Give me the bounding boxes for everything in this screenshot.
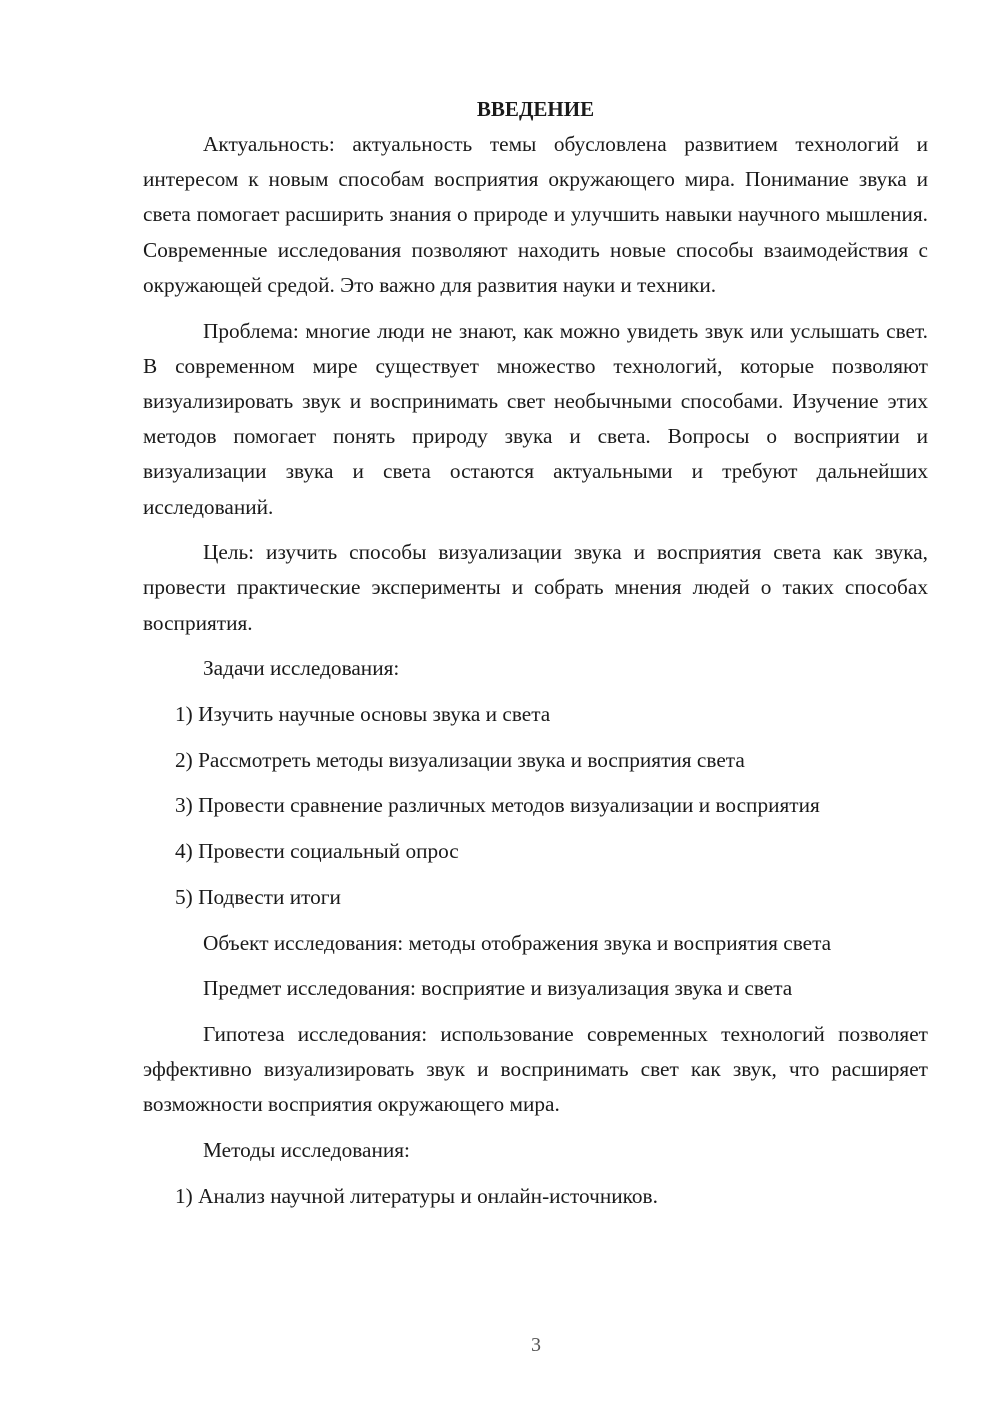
page-number: 3 xyxy=(531,1334,541,1356)
paragraph-goal: Цель: изучить способы визуализации звука и восприятия света как звука, провести практические эксперименты и собрать мнения людей о таких способах восприятия. xyxy=(143,540,928,635)
list-item: 1) Изучить научные основы звука и света xyxy=(175,702,551,727)
list-item: 1) Анализ научной литературы и онлайн-источников. xyxy=(175,1183,658,1208)
paragraph-relevance: Актуальность: актуальность темы обусловлена развитием технологий и интересом к новым способам восприятия окружающего мира. Понимание звука и света помогает расширить знания о природе и улучшить навыки научного мышления. Современные исследования позволяют находить новые способы взаимодействия с окружающей средой. Это важно для развития науки и техники. xyxy=(143,132,928,297)
methods-list xyxy=(143,1179,928,1214)
list-item: 4) Провести социальный опрос xyxy=(175,839,459,864)
list-item: 2) Рассмотреть методы визуализации звука и восприятия света xyxy=(175,747,745,772)
list-item: 3) Провести сравнение различных методов визуализации и восприятия xyxy=(175,793,820,818)
section-title: ВВЕДЕНИЕ xyxy=(476,97,595,121)
methods-heading: Методы исследования: xyxy=(203,1138,410,1163)
tasks-list xyxy=(143,697,928,915)
paragraph-object: Объект исследования: методы отображения звука и восприятия света xyxy=(203,930,832,955)
paragraph-subject: Предмет исследования: восприятие и визуализация звука и света xyxy=(203,976,793,1001)
document-page xyxy=(143,92,928,1224)
paragraph-problem: Проблема: многие люди не знают, как можно увидеть звук или услышать свет. В современном мире существует множество технологий, которые позволяют визуализировать звук и воспринимать свет необычными способами. Изучение этих методов помогает понять природу звука и света. Вопросы о восприятии и визуализации звука и света остаются актуальными и требуют дальнейших исследований. xyxy=(143,318,928,519)
tasks-heading: Задачи исследования: xyxy=(203,656,400,681)
paragraph-hypothesis: Гипотеза исследования: использование современных технологий позволяет эффективно визуализировать звук и воспринимать свет как звук, что расширяет возможности восприятия окружающего мира. xyxy=(143,1021,928,1117)
list-item: 5) Подвести итоги xyxy=(175,884,341,909)
